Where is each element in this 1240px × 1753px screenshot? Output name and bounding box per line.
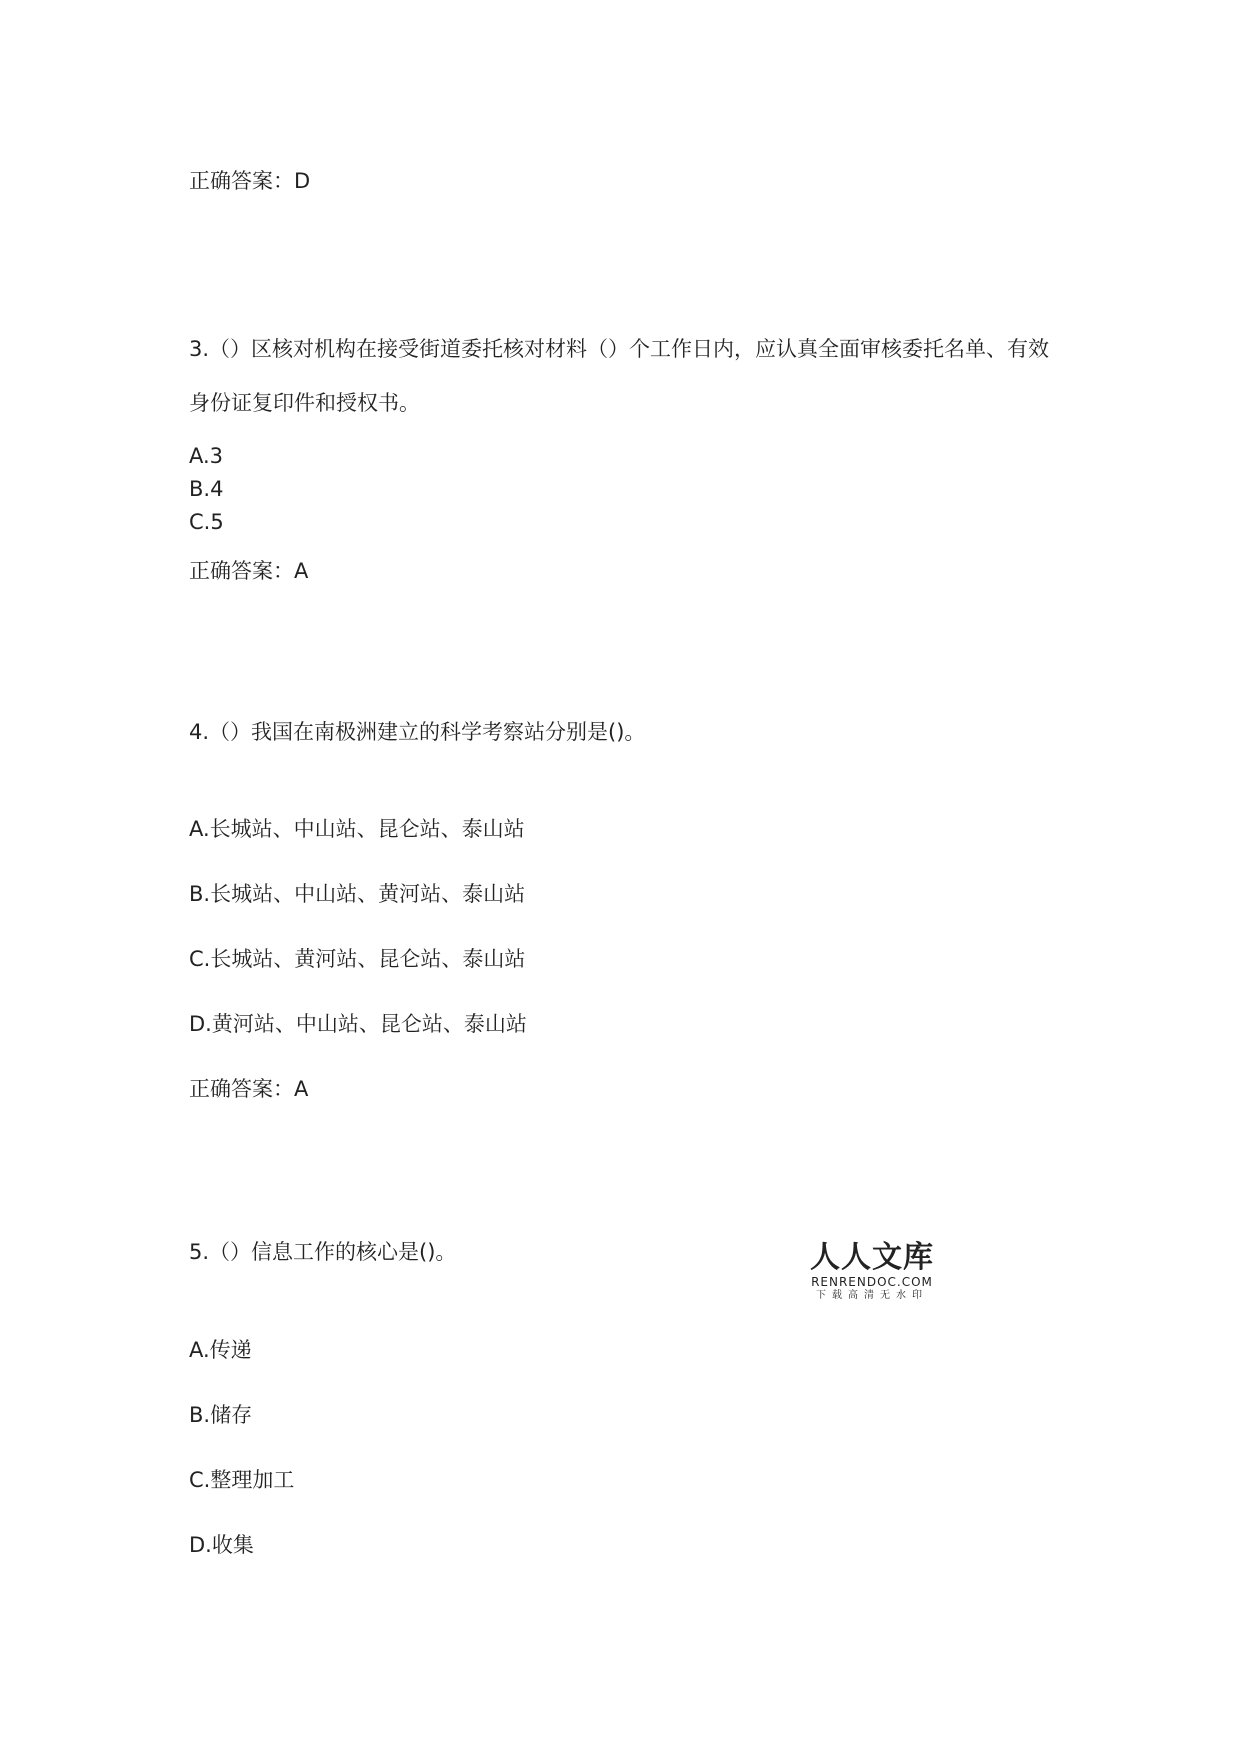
q3-option-c: C.5 <box>189 510 224 534</box>
question-3-stem: 3.（）区核对机构在接受街道委托核对材料（）个工作日内，应认真全面审核委托名单、有效身份证复印件和授权书。 <box>189 337 1050 415</box>
q4-answer: 正确答案：A <box>189 1077 309 1101</box>
watermark-url: RENRENDOC.COM <box>811 1275 933 1289</box>
watermark-logo-text: 人人文库 <box>810 1240 934 1275</box>
answer-previous: 正确答案：D <box>189 169 311 193</box>
q3-option-a: A.3 <box>189 444 224 468</box>
q4-option-c: C.长城站、黄河站、昆仑站、泰山站 <box>189 947 526 971</box>
q4-option-d: D.黄河站、中山站、昆仑站、泰山站 <box>189 1012 527 1036</box>
q5-option-d: D.收集 <box>189 1533 254 1557</box>
watermark-subtitle: 下载高清无水印 <box>816 1290 928 1301</box>
question-5-stem: 5.（）信息工作的核心是()。 <box>189 1240 457 1264</box>
q5-option-b: B.储存 <box>189 1403 253 1427</box>
q3-answer: 正确答案：A <box>189 559 309 583</box>
q4-option-a: A.长城站、中山站、昆仑站、泰山站 <box>189 817 525 841</box>
q5-option-a: A.传递 <box>189 1338 252 1362</box>
q3-option-b: B.4 <box>189 477 224 501</box>
q4-option-b: B.长城站、中山站、黄河站、泰山站 <box>189 882 526 906</box>
q5-option-c: C.整理加工 <box>189 1468 295 1492</box>
question-4-stem: 4.（）我国在南极洲建立的科学考察站分别是()。 <box>189 720 646 744</box>
watermark-logo <box>807 1241 937 1303</box>
